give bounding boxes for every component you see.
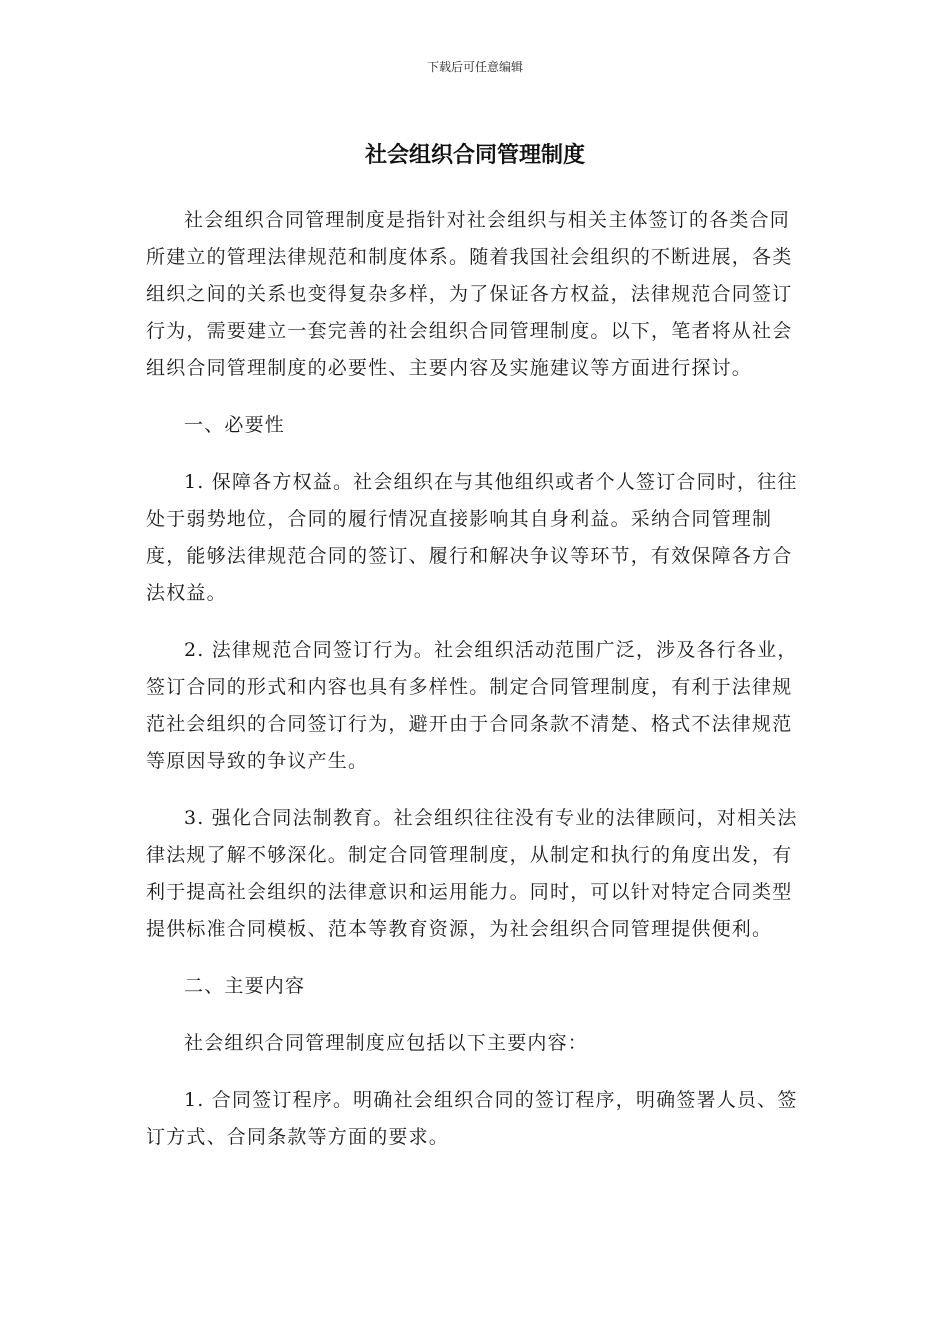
header-note: 下载后可任意编辑 <box>426 60 523 74</box>
document-body <box>146 202 810 1176</box>
paragraph-main-content-intro: 社会组织合同管理制度应包括以下主要内容： <box>184 1032 589 1054</box>
paragraph-necessity-1: 1. 保障各方权益。社会组织在与其他组织或者个人签订合同时，往往处于弱势地位，合同的履行情况直接影响其自身利益。采纳合同管理制度，能够法律规范合同的签订、履行和解决争议等环节，有效保障各方合法权益。 <box>146 471 798 604</box>
paragraph-intro: 社会组织合同管理制度是指针对社会组织与相关主体签订的各类合同所建立的管理法律规范和制度体系。随着我国社会组织的不断进展，各类组织之间的关系也变得复杂多样，为了保证各方权益，法律规范合同签订行为，需要建立一套完善的社会组织合同管理制度。以下，笔者将从社会组织合同管理制度的必要性、主要内容及实施建议等方面进行探讨。 <box>146 209 793 379</box>
paragraph-necessity-2: 2. 法律规范合同签订行为。社会组织活动范围广泛，涉及各行各业，签订合同的形式和内容也具有多样性。制定合同管理制度，有利于法律规范社会组织的合同签订行为，避开由于合同条款不清楚、格式不法律规范等原因导致的争议产生。 <box>146 639 798 772</box>
document-title: 社会组织合同管理制度 <box>364 143 585 168</box>
section-heading-main-content: 二、主要内容 <box>184 975 306 997</box>
section-heading-necessity: 一、必要性 <box>184 414 286 436</box>
paragraph-main-content-1: 1. 合同签订程序。明确社会组织合同的签订程序，明确签署人员、签订方式、合同条款等方面的要求。 <box>146 1089 798 1148</box>
paragraph-necessity-3: 3. 强化合同法制教育。社会组织往往没有专业的法律顾问，对相关法律法规了解不够深化。制定合同管理制度，从制定和执行的角度出发，有利于提高社会组织的法律意识和运用能力。同时，可以针对特定合同类型提供标准合同模板、范本等教育资源，为社会组织合同管理提供便利。 <box>146 807 798 940</box>
